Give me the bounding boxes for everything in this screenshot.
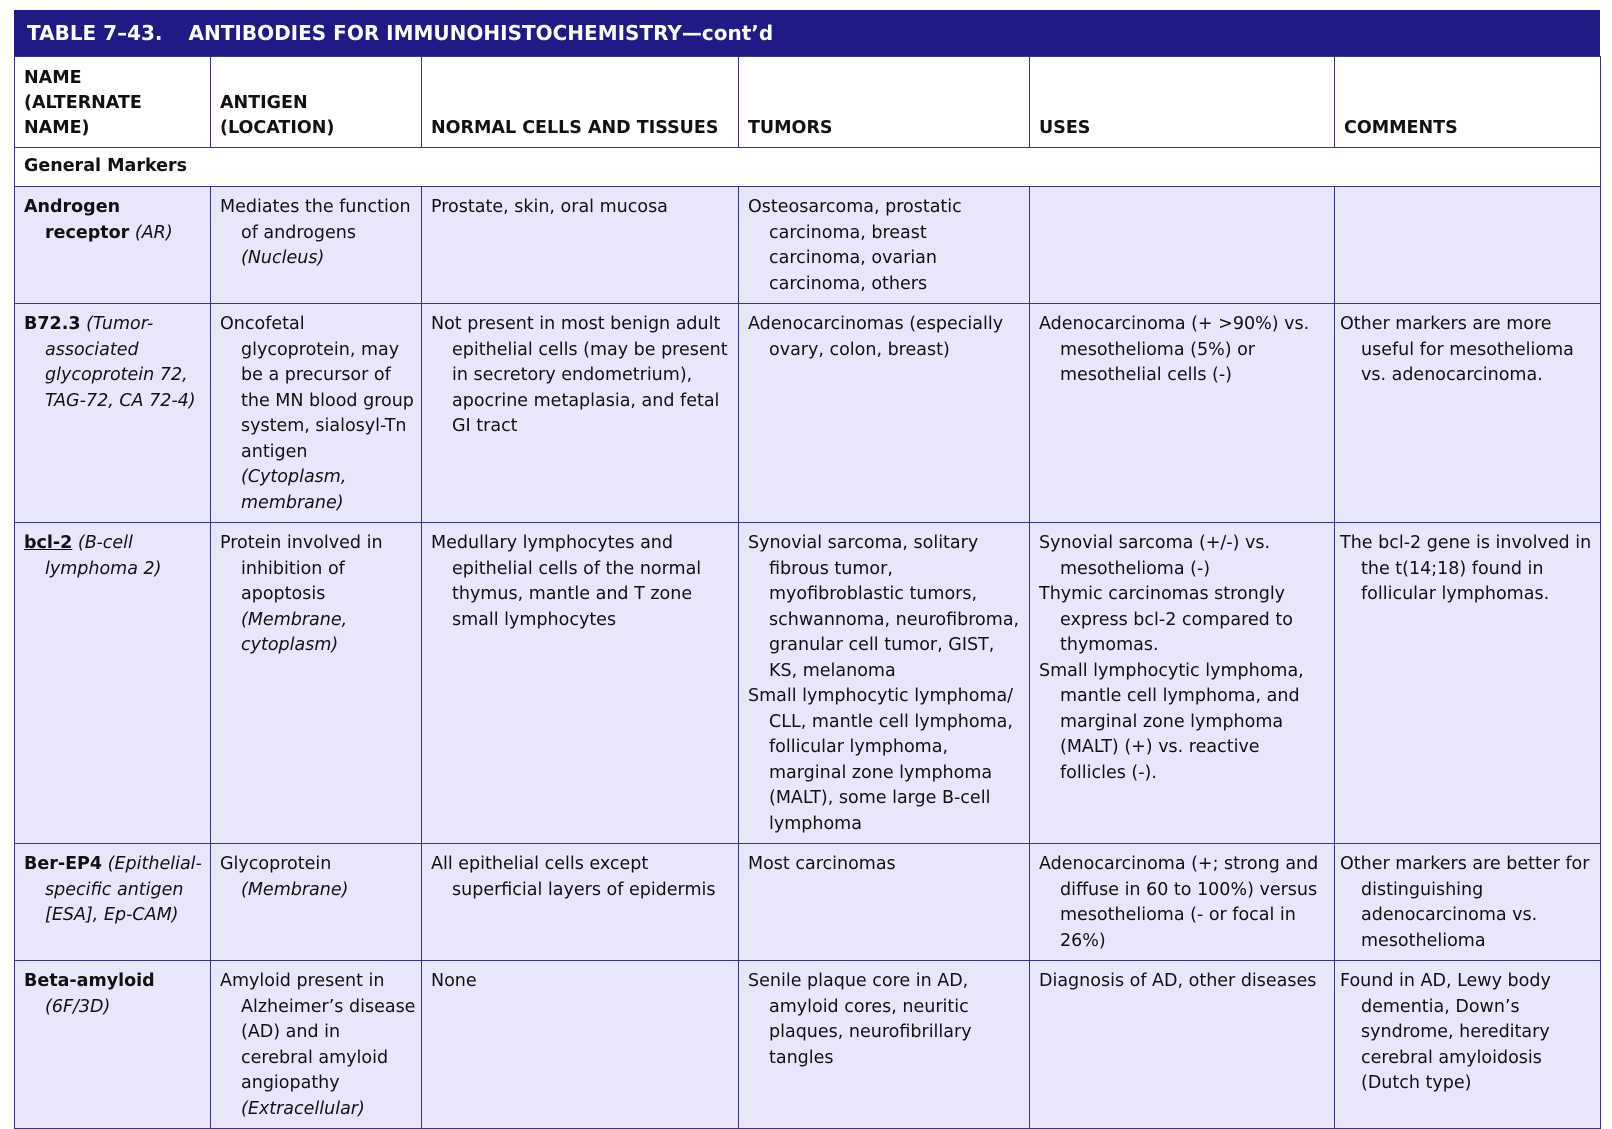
table-row [15,187,1601,304]
antigen-text: Glycoprotein [220,854,332,874]
antibody-name: B72.3 [24,314,81,334]
cell-tumors [739,187,1030,304]
tumor-entry: Adenocarcinomas (especially ovary, colon, breast) [748,314,1004,360]
use-entry: Adenocarcinoma (+ >90%) vs. mesothelioma (5%) or mesothelial cells (-) [1039,314,1310,385]
antigen-location: (Nucleus) [241,248,325,268]
header-normal: NORMAL CELLS AND TISSUES [422,57,739,148]
tumor-entry: Osteosarcoma, prostatic carcinoma, breast carcinoma, ovarian carcinoma, others [748,197,962,294]
comment-text: Other markers are better for distinguishing adenocarcinoma vs. mesothelioma [1340,854,1590,951]
cell-tumors [739,961,1030,1129]
antibody-name: Ber-EP4 [24,854,103,874]
name-block [24,312,206,414]
use-entry: Diagnosis of AD, other diseases [1039,971,1317,991]
cell-normal [422,844,739,961]
alternate-name: (6F/3D) [45,996,111,1017]
header-name [15,57,211,148]
comment-text: Found in AD, Lewy body dementia, Down’s syndrome, hereditary cerebral amyloidosis (Dutch type) [1340,971,1551,1093]
cell-antigen [211,961,422,1129]
header-name-line: NAME [24,68,82,88]
header-antigen-line: (LOCATION) [220,118,335,138]
name-block [24,531,206,582]
antigen-block [220,969,417,1122]
header-antigen [211,57,422,148]
alternate-name: (Epithelial-specific antigen [ESA], Ep-CAM) [45,854,202,925]
table-title: ANTIBODIES FOR IMMUNOHISTOCHEMISTRY—cont’d [188,21,774,45]
table-row [15,304,1601,523]
table-row [15,844,1601,961]
cell-comments [1335,844,1601,961]
cell-comments [1335,961,1601,1129]
cell-comments [1335,523,1601,844]
antigen-block [220,195,417,272]
comment-text: The bcl-2 gene is involved in the t(14;18) found in follicular lymphomas. [1340,533,1592,604]
tumor-entry: Small lymphocytic lymphoma/ CLL, mantle cell lymphoma, follicular lymphoma, marginal zone lymphoma (MALT), some large B-cell lymphoma [748,686,1014,834]
header-row [15,57,1601,148]
antigen-block [220,531,417,659]
use-entry: Small lymphocytic lymphoma, mantle cell lymphoma, and marginal zone lymphoma (MALT) (+) vs. reactive follicles (-). [1039,660,1304,783]
cell-normal [422,961,739,1129]
cell-name [15,187,211,304]
cell-antigen [211,304,422,523]
cell-uses [1030,961,1335,1129]
name-block [24,969,206,1020]
header-uses: USES [1030,57,1335,148]
antibody-table [14,10,1600,1129]
antigen-location: (Cytoplasm, membrane) [241,467,347,513]
antibody-name: Beta-amyloid [24,971,155,991]
antibody-name: Androgen receptor [24,197,130,243]
header-tumors: TUMORS [739,57,1030,148]
data-table [14,56,1601,1129]
header-comments: COMMENTS [1335,57,1601,148]
normal-text: Medullary lymphocytes and epithelial cells of the normal thymus, mantle and T zone small lymphocytes [431,533,702,630]
normal-text: None [431,971,477,991]
table-row [15,961,1601,1129]
antibody-name: bcl-2 [24,533,73,553]
antigen-text: Amyloid present in Alzheimer’s disease (AD) and in cerebral amyloid angiopathy [220,971,416,1093]
tumor-entry: Senile plaque core in AD, amyloid cores, neuritic plaques, neurofibrillary tangles [748,971,972,1068]
comment-text: Other markers are more useful for mesothelioma vs. adenocarcinoma. [1340,314,1574,385]
antigen-block [220,852,417,903]
cell-tumors [739,304,1030,523]
cell-antigen [211,187,422,304]
cell-uses [1030,304,1335,523]
antigen-location: (Membrane, cytoplasm) [241,609,348,655]
tumor-entry: Synovial sarcoma, solitary fibrous tumor, myofibroblastic tumors, schwannoma, neurofibroma, granular cell tumor, GIST, KS, melanoma [748,533,1020,681]
table-number: TABLE 7–43. [27,21,163,45]
name-block [24,852,206,929]
cell-name [15,844,211,961]
antigen-text: Protein involved in inhibition of apoptosis [220,533,383,604]
table-row [15,523,1601,844]
header-name-line: (ALTERNATE [24,93,142,113]
cell-antigen [211,523,422,844]
normal-text: Prostate, skin, oral mucosa [431,197,668,217]
section-title: General Markers [15,148,1601,187]
antigen-block [220,312,417,516]
antigen-location: (Extracellular) [241,1098,365,1119]
use-entry: Synovial sarcoma (+/-) vs. mesothelioma (-) [1039,533,1271,579]
cell-tumors [739,523,1030,844]
cell-normal [422,304,739,523]
table-title-bar [14,10,1600,56]
cell-normal [422,187,739,304]
antigen-text: Oncofetal glycoprotein, may be a precursor of the MN blood group system, sialosyl-Tn antigen [220,314,414,462]
tumor-entry: Most carcinomas [748,854,896,874]
cell-uses [1030,844,1335,961]
section-row [15,148,1601,187]
header-antigen-line: ANTIGEN [220,93,308,113]
antigen-location: (Membrane) [241,879,349,900]
name-block [24,195,206,246]
cell-comments [1335,304,1601,523]
cell-uses [1030,187,1335,304]
cell-tumors [739,844,1030,961]
use-entry: Adenocarcinoma (+; strong and diffuse in 60 to 100%) versus mesothelioma (- or focal in 26%) [1039,854,1319,951]
cell-normal [422,523,739,844]
alternate-name: (AR) [134,222,173,243]
cell-name [15,961,211,1129]
alternate-name: (B-cell lymphoma 2) [45,533,162,579]
cell-name [15,523,211,844]
cell-name [15,304,211,523]
antigen-text: Mediates the function of androgens [220,197,411,243]
normal-text: All epithelial cells except superficial layers of epidermis [431,854,716,900]
header-name-line: NAME) [24,118,90,138]
cell-comments [1335,187,1601,304]
cell-antigen [211,844,422,961]
normal-text: Not present in most benign adult epithelial cells (may be present in secretory endometrium), apocrine metaplasia, and fetal GI tract [431,314,728,436]
use-entry: Thymic carcinomas strongly express bcl-2 compared to thymomas. [1039,584,1293,655]
alternate-name: (Tumor-associated glycoprotein 72, TAG-72, CA 72-4) [45,314,196,411]
cell-uses [1030,523,1335,844]
